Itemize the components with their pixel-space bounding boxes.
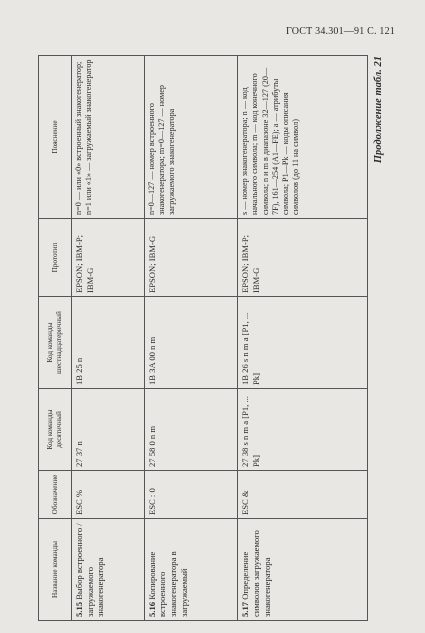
cell-prototype: EPSON; IBM-P; IBM-G xyxy=(72,219,145,297)
table-row xyxy=(238,56,368,621)
cell-dec: 27 58 0 n m xyxy=(144,389,238,471)
cell-name xyxy=(238,519,368,621)
cell-designation: ESC & xyxy=(238,471,368,519)
col-header-designation: Обозначение xyxy=(39,471,72,519)
row-number: 5.15 xyxy=(74,601,84,617)
page-header: ГОСТ 34.301—91 С. 121 xyxy=(285,26,395,37)
cell-explanation: n=0 — или «0» встроенный знакогенератор; n=1 или «1» — загружаемый знакогенератор xyxy=(72,56,145,219)
cell-explanation: n=0—127 — номер встроенного знакогенератора; m=0—127 — номер загружаемого знакогенератора xyxy=(144,56,238,219)
cell-name xyxy=(144,519,238,621)
table-header-row xyxy=(39,56,72,621)
cell-designation: ESC % xyxy=(72,471,145,519)
table-row xyxy=(72,56,145,621)
row-number: 5.16 xyxy=(146,601,157,617)
cell-explanation: s — номер знакогенератора; n — код начального символа; m — код конечного символа; n и m в диапазоне 32—127 (20—7F), 161—254 (A1—FE); a — атрибуты символа; P1—Pk — коды описания символов (до 11 на символ) xyxy=(238,56,368,219)
cell-hex: 1B 3A 00 n m xyxy=(144,297,238,389)
rotated-table-block xyxy=(38,56,398,621)
row-name: Выбор встроенного / загружаемого знакогенератора xyxy=(74,523,106,617)
cell-designation: ESC : 0 xyxy=(144,471,238,519)
cell-prototype: EPSON; IBM-P; IBM-G xyxy=(238,219,368,297)
cell-hex: 1B 25 n xyxy=(72,297,145,389)
table-continuation-label: Продолжение табл. 21 xyxy=(373,56,384,164)
cell-dec: 27 38 s n m a [P1, ... Pk] xyxy=(238,389,368,471)
col-header-prototype: Прототип xyxy=(39,219,72,297)
cell-prototype: EPSON; IBM-G xyxy=(144,219,238,297)
table-row xyxy=(144,56,238,621)
cell-dec: 27 37 n xyxy=(72,389,145,471)
row-number: 5.17 xyxy=(240,601,251,617)
cell-name xyxy=(72,519,145,621)
cell-hex: 1B 26 s n m a [P1, ... Pk] xyxy=(238,297,368,389)
command-table xyxy=(38,55,368,621)
col-header-dec: Код команды десятичный xyxy=(39,389,72,471)
row-name: Копирование встроенного знакогенератора в загружаемый xyxy=(146,551,189,617)
col-header-name: Название команды xyxy=(39,519,72,621)
row-name: Определение символов загружаемого знакогенератора xyxy=(240,530,272,617)
col-header-hex: Код команды шестнадцатеричный xyxy=(39,297,72,389)
col-header-explanation: Пояснение xyxy=(39,56,72,219)
